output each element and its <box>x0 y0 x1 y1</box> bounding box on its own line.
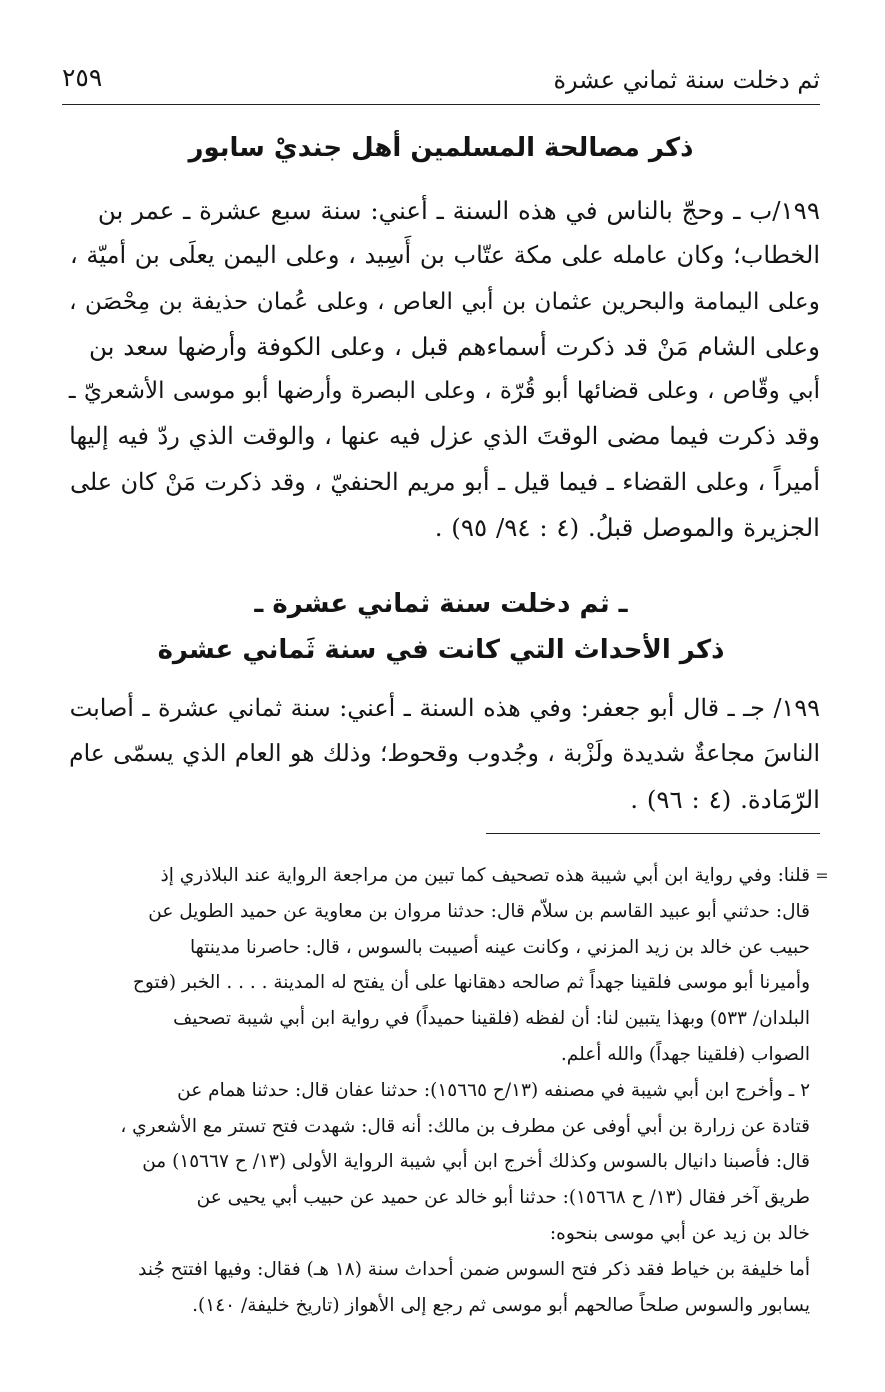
running-head: ثم دخلت سنة ثماني عشرة <box>553 66 820 94</box>
footnote-continuation-mark: = <box>815 866 829 885</box>
header-rule <box>62 104 820 105</box>
footnotes <box>62 858 810 1323</box>
body-line: أبي وقّاص ، وعلى قضائها أبو قُرّة ، وعلى البصرة وأرضها أبو موسى الأشعريّ ـ <box>68 378 820 405</box>
body-line: الناسَ مجاعةٌ شديدة ولَزْبة ، وجُدوب وقحوط؛ وذلك هو العام الذي يسمّى عام <box>69 739 820 768</box>
body-line: الجزيرة والموصل قبلُ. (٤ : ٩٤/ ٩٥) . <box>434 513 820 543</box>
body-line: الخطاب؛ وكان عامله على مكة عتّاب بن أَسِيد ، وعلى اليمن يعلَى بن أميّة ، <box>70 241 820 270</box>
footnote-rule <box>486 833 820 834</box>
body-line: أميراً ، وعلى القضاء ـ فيما قيل ـ أبو مريم الحنفيّ ، وقد ذكرت مَنْ كان على <box>70 467 820 496</box>
body-line: ١٩٩/ب ـ وحجّ بالناس في هذه السنة ـ أعني: سنة سبع عشرة ـ عمر بن <box>97 196 820 225</box>
footnote-line: خالد بن زيد عن أبي موسى بنحوه: <box>549 1222 810 1244</box>
body-line: وقد ذكرت فيما مضى الوقتَ الذي عزل فيه عنها ، والوقت الذي ردّ فيه إليها <box>69 422 820 451</box>
section1-body <box>62 188 820 550</box>
body-line: وعلى الشام مَنْ قد ذكرت أسماءهم قبل ، وعلى الكوفة وأرضها سعد بن <box>89 331 820 361</box>
footnote-line: قتادة عن زرارة بن أبي أوفى عن مطرف بن مالك: أنه قال: شهدت فتح تستر مع الأشعري ، <box>120 1115 810 1137</box>
body-line: وعلى اليمامة والبحرين عثمان بن أبي العاص ، وعلى عُمان حذيفة بن مِحْصَن ، <box>69 287 820 315</box>
section-heading-events: ذكر الأحداث التي كانت في سنة ثَماني عشرة <box>157 635 725 665</box>
section-heading-gundishapur: ذكر مصالحة المسلمين أهل جنديْ سابور <box>188 133 694 163</box>
footnote-line: قال: حدثني أبو عبيد القاسم بن سلاّم قال: حدثنا مروان بن معاوية عن حميد الطويل عن <box>148 900 810 922</box>
footnote-line: يسابور والسوس صلحاً صالحهم أبو موسى ثم رجع إلى الأهواز (تاريخ خليفة/ ١٤٠). <box>192 1294 810 1316</box>
footnote-line: وأميرنا أبو موسى فلقينا جهداً ثم صالحه دهقانها على أن يفتح له المدينة . . . . الخبر (فتوح <box>132 972 810 994</box>
footnote-line: حبيب عن خالد بن زيد المزني ، وكانت عينه أصيبت بالسوس ، قال: حاصرنا مدينتها <box>190 936 810 958</box>
footnote-line: قلنا: وفي رواية ابن أبي شيبة هذه تصحيف كما تبين من مراجعة الرواية عند البلاذري إذ <box>160 865 810 886</box>
page-number: ٢٥٩ <box>62 63 103 92</box>
footnote-line: طريق آخر فقال (١٣/ ح ١٥٦٦٨): حدثنا أبو خالد عن حميد عن حبيب أبي يحيى عن <box>196 1187 810 1209</box>
footnote-line: أما خليفة بن خياط فقد ذكر فتح السوس ضمن أحداث سنة (١٨ هـ) فقال: وفيها افتتح جُند <box>138 1258 810 1280</box>
year-heading: ـ ثم دخلت سنة ثماني عشرة ـ <box>254 589 628 619</box>
body-line: الرّمَادة. (٤ : ٩٦) . <box>630 784 820 814</box>
footnote-line: قال: فأصبنا دانيال بالسوس وكذلك أخرج ابن أبي شيبة الرواية الأولى (١٣/ ح ١٥٦٦٧) من <box>142 1151 810 1173</box>
footnote-line: الصواب (فلقينا جهداً) والله أعلم. <box>560 1043 810 1065</box>
footnote-line: البلدان/ ٥٣٣) وبهذا يتبين لنا: أن لفظه (فلقينا حميداً) في رواية ابن أبي شيبة تصحيف <box>173 1008 810 1030</box>
footnote-line: ٢ ـ وأخرج ابن أبي شيبة في مصنفه (١٣/ح ١٥٦٦٥): حدثنا عفان قال: حدثنا همام عن <box>177 1079 810 1101</box>
section2-body <box>62 686 820 822</box>
body-line: ١٩٩/ جـ ـ قال أبو جعفر: وفي هذه السنة ـ أعني: سنة ثماني عشرة ـ أصابت <box>69 694 820 722</box>
